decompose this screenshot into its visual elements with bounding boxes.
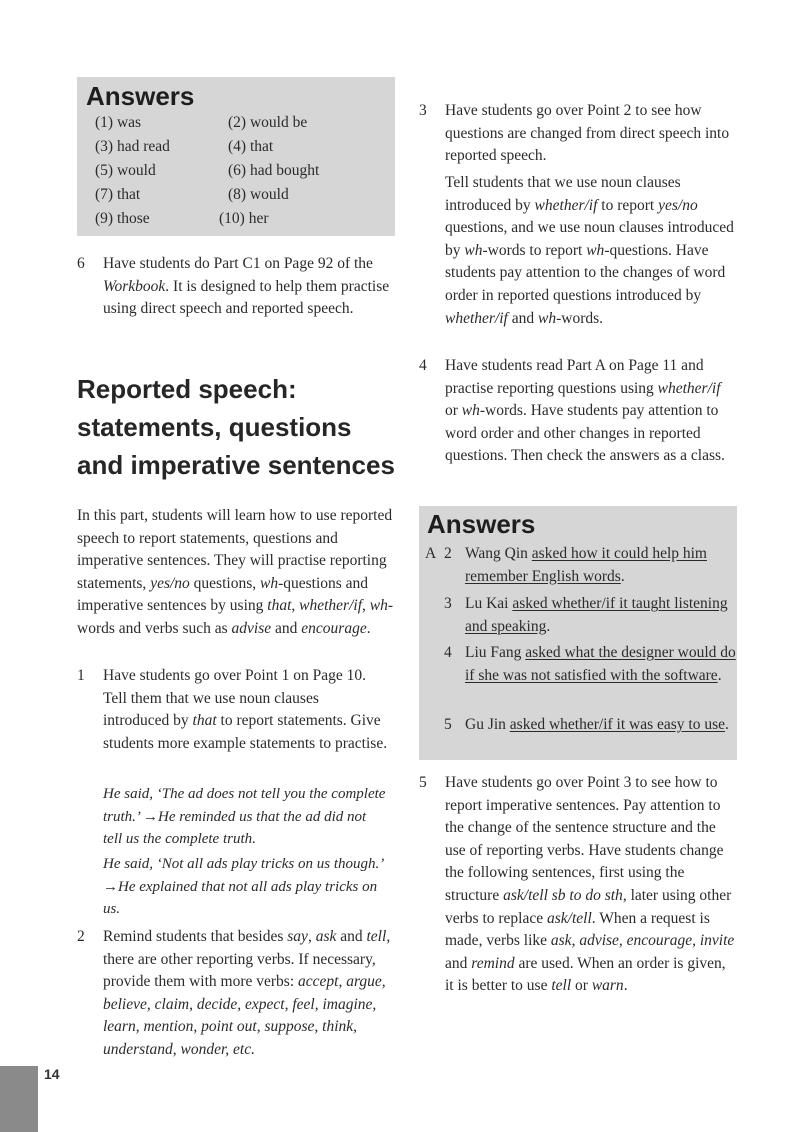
text-run: wh [259, 574, 279, 592]
answer-item [95, 135, 170, 159]
answer-item [228, 111, 307, 135]
answer-number: (10) [219, 210, 245, 227]
answer-name: Liu Fang [465, 644, 526, 661]
answers-grid [77, 111, 395, 231]
answers-title: Answers [427, 509, 536, 539]
answers-title: Answers [86, 81, 195, 111]
text-run: and [271, 619, 302, 637]
section-heading [77, 370, 407, 484]
text-run: Have students do Part C1 on Page 92 of the [103, 255, 373, 272]
text-run: wh [586, 241, 605, 259]
text-run: whether/if [299, 597, 362, 615]
answer-text: asked what the designer would do if she was not satisfied with the software [465, 644, 736, 684]
text-run: -words. [556, 309, 604, 327]
item-number: 2 [77, 928, 85, 945]
answers-box-2 [419, 506, 737, 760]
text-run: tell [366, 928, 387, 945]
item-number: 1 [77, 667, 85, 684]
item-4-text [445, 355, 735, 468]
example-sentence: He said, ‘Not all ads play tricks on us though.’ →He explained that not all ads play tricks on us. [103, 856, 383, 918]
example-sentence: He said, ‘The ad does not tell you the complete truth.’ →He reminded us that the ad did not tell us the complete truth. [103, 786, 386, 848]
text-run: whether/if [534, 196, 598, 214]
answer-text: would [116, 162, 156, 179]
text-run: and [336, 928, 367, 945]
text-run: and [507, 309, 538, 327]
text-run: tell [551, 977, 572, 995]
answer-item [228, 159, 319, 183]
text-run: Remind students that besides [103, 928, 288, 945]
text-run: , [571, 932, 580, 950]
text-run: In this part, students will learn how to use reported speech to report statements, questions and imperative sentences. They will practise reporting statements, [77, 507, 393, 592]
answer-name: Gu Jin [465, 716, 510, 733]
text-run: yes/no [658, 196, 698, 214]
text-run: . [620, 567, 625, 585]
text-run: Have students read Part A on Page 11 and practise reporting questions using [445, 357, 704, 397]
text-run: -questions and imperative sentences by using [77, 574, 369, 615]
text-run: questions, [189, 574, 260, 592]
heading-line: and imperative sentences [77, 450, 395, 480]
item-2-text [103, 926, 393, 1062]
answer-number: (2) [228, 114, 247, 131]
text-run: Workbook [103, 277, 166, 295]
text-run: ask [550, 932, 572, 950]
answer-item [465, 543, 735, 588]
text-run: that [267, 597, 292, 615]
answer-text: that [249, 138, 274, 155]
text-run: Have students go over Point 3 to see how to report imperative sentences. Pay attention to the change of the sentence structure and the use of reporting verbs. Have students change the following sentences, first using the structure [445, 774, 724, 904]
text-run: -words and verbs such as [77, 597, 394, 637]
answer-section-letter: A [425, 545, 437, 562]
answer-item [465, 593, 735, 638]
text-run: are used. When an order is given, it is better to use [445, 954, 726, 995]
answer-number: (4) [228, 138, 247, 155]
answer-number: (3) [95, 138, 114, 155]
item-number: 4 [419, 357, 427, 374]
item-number: 3 [419, 102, 427, 119]
answer-text: had bought [249, 162, 320, 179]
text-run: that [192, 712, 217, 730]
text-run: wh [464, 241, 483, 259]
answer-text: would [249, 186, 289, 203]
heading-line: statements, questions [77, 412, 352, 442]
answer-name: Lu Kai [465, 595, 513, 612]
answer-text: that [116, 186, 141, 203]
text-run: warn [591, 977, 624, 995]
text-run: advise [579, 932, 619, 950]
text-run: yes/no [150, 574, 190, 592]
text-run: questions, and we use noun clauses introduced by [445, 219, 734, 259]
answer-item [95, 111, 141, 135]
heading-line: Reported speech: [77, 374, 297, 404]
text-run: . [717, 666, 722, 684]
answer-text: asked whether/if it taught listening and speaking [465, 595, 728, 635]
answer-item [228, 135, 273, 159]
text-run: to report statements. Give students more example statements to practise. [103, 712, 388, 752]
answer-item [465, 642, 737, 687]
answer-text: asked whether/if it was easy to use [509, 716, 726, 733]
page-tab [0, 1066, 38, 1132]
text-run: , there are other reporting verbs. If necessary, provide them with more verbs: [103, 928, 391, 991]
text-run: . It is designed to help them practise using direct speech and reported speech. [103, 277, 390, 318]
text-run: ask/tell [547, 909, 592, 927]
text-run: remind [471, 954, 515, 972]
text-run: . When a request is made, verbs like [445, 909, 710, 950]
text-run: say [287, 928, 308, 945]
text-run: -questions. Have students pay attention to the changes of word order in reported questions introduced by [445, 241, 726, 304]
answer-text: her [248, 210, 269, 227]
answer-text: asked how it could help him remember English words [465, 545, 707, 585]
answer-number: 3 [444, 595, 452, 612]
text-run: encourage [301, 619, 367, 637]
answer-number: 4 [444, 644, 452, 661]
text-run: , [362, 597, 370, 615]
text-run: wh [461, 402, 480, 420]
answer-item [219, 207, 269, 231]
item-number: 6 [77, 255, 85, 272]
item-1-text [103, 665, 389, 755]
text-run: . [366, 619, 371, 637]
answer-number: (5) [95, 162, 114, 179]
text-run: Tell students that we use noun clauses introduced by [445, 174, 681, 214]
answer-item [465, 714, 737, 737]
text-run: whether/if [445, 309, 508, 327]
text-run: wh [538, 309, 557, 327]
text-run: whether/if [657, 379, 721, 397]
answer-number: (6) [228, 162, 247, 179]
text-run: wh [369, 597, 388, 615]
text-run: ask/tell sb to do sth [503, 886, 623, 904]
item-3-text: Have students go over Point 2 to see how questions are changed from direct speech into reported speech. [445, 102, 730, 165]
answer-text: was [116, 114, 142, 131]
answer-text: would be [249, 114, 308, 131]
text-run: to report [597, 196, 659, 214]
answer-item [228, 183, 289, 207]
text-run: . [546, 617, 551, 635]
item-number: 5 [419, 774, 427, 791]
text-run: invite [699, 932, 735, 950]
answer-item [95, 207, 150, 231]
answer-name: Wang Qin [465, 545, 532, 562]
text-run: , [692, 932, 700, 950]
answer-number: 2 [444, 545, 452, 562]
answer-number: (9) [95, 210, 114, 227]
text-run: ask [315, 928, 337, 945]
text-run: . [623, 977, 628, 995]
answers-box-1 [77, 77, 395, 236]
text-run: -words to report [482, 241, 587, 259]
text-run: -words. Have students pay attention to word order and other changes in reported questions. Then check the answers as a class. [445, 402, 725, 465]
text-run: , [618, 932, 627, 950]
answer-number: (1) [95, 114, 114, 131]
answer-number: (7) [95, 186, 114, 203]
answer-number: 5 [444, 716, 452, 733]
answer-number: (8) [228, 186, 247, 203]
answer-item [95, 183, 140, 207]
item-6-text [103, 253, 393, 321]
text-run: encourage [626, 932, 693, 950]
text-run: or [571, 977, 592, 995]
text-run: advise [231, 619, 272, 637]
text-run: and [445, 954, 472, 972]
item-5-text [445, 772, 735, 998]
intro-paragraph [77, 505, 395, 641]
answer-text: had read [116, 138, 170, 155]
answer-text: those [116, 210, 150, 227]
page-number: 14 [44, 1066, 60, 1082]
text-run: , [307, 928, 316, 945]
item-3-text-cont [445, 172, 741, 330]
text-run: . [725, 716, 729, 733]
text-run: or [445, 402, 462, 420]
text-run: accept, argue, believe, claim, decide, expect, feel, imagine, learn, mention, point out, suppose, think, understand, wonder, etc. [103, 973, 386, 1058]
text-run: , [291, 597, 300, 615]
answer-item [95, 159, 156, 183]
text-run: , later using other verbs to replace [445, 886, 732, 927]
text-run: Have students go over Point 1 on Page 10. Tell them that we use noun clauses introduced by [103, 667, 367, 730]
